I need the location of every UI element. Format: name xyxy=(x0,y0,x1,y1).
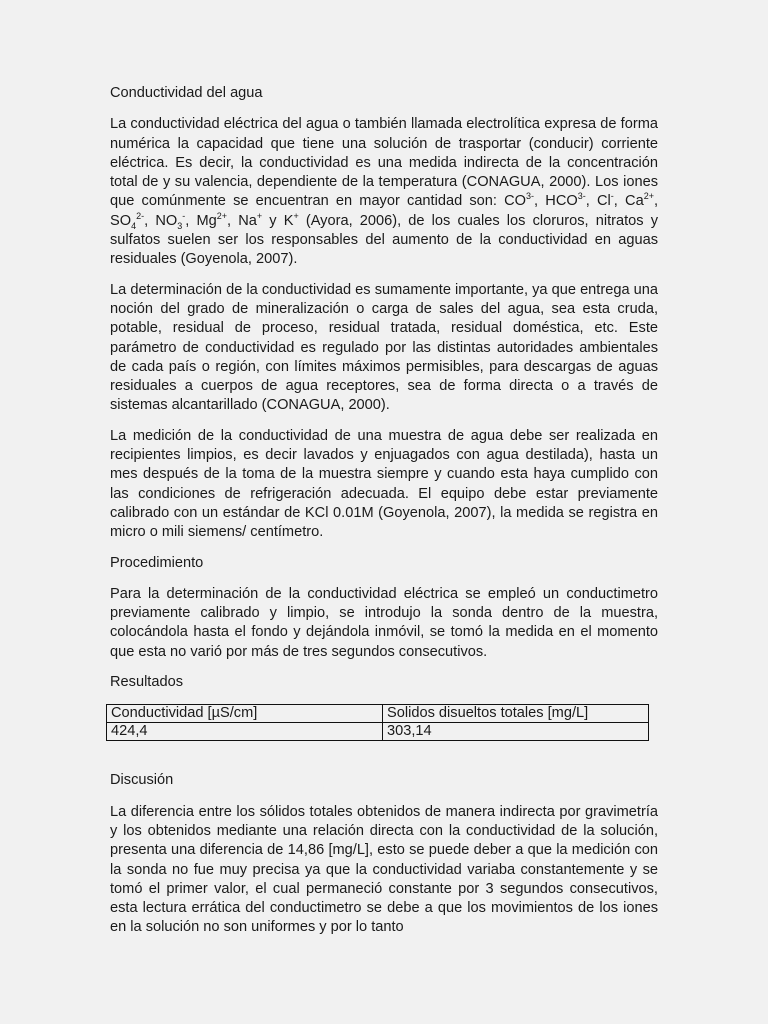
discussion-heading: Discusión xyxy=(110,772,174,789)
header-solidos: Solidos disueltos totales [mg/L] xyxy=(383,705,649,723)
paragraph-measurement: La medición de la conductividad de una muestra de agua debe ser realizada en recipientes limpios, es decir lavados y enjuagados con agua destilada), hasta un mes después de la toma de la muestra siempre y cuando esta haya cumplido con las condiciones de refrigeración adecuada. El equipo debe estar previamente calibrado con un estándar de KCl 0.01M (Goyenola, 2007), la medida se registra en micro o mili siemens/ centímetro. xyxy=(110,427,658,541)
results-table-header-row xyxy=(107,705,649,723)
ion-co3: $CO^{3-}$ xyxy=(504,191,535,210)
intro-paragraph: La conductividad eléctrica del agua o también llamada electrolítica expresa de forma numérica la capacidad que tiene una solución de trasportar (conducir) corriente eléctrica. Es decir, la conductividad es una medida indirecta de la concentración total de y su valencia, dependiente de la temperatura (CONAGUA, 2000). Los iones que comúnmente se encuentran en mayor cantidad son: $CO^{3-}$, $HCO^{3-}$, Cl-, $Ca^{2+}$, $SO_4^{2-}$, $NO_3^-$, $Mg^{2+}$, Na+ y K+ (Ayora, 2006), de los cuales los cloruros, nitratos y sulfatos suelen ser los responsables del aumento de la conductividad en aguas residuales (Goyenola, 2007). xyxy=(110,116,659,268)
results-heading: Resultados xyxy=(110,674,184,691)
intro-text-part1: La conductividad eléctrica del agua o también llamada electrolítica expresa de forma numérica la capacidad que tiene una solución de trasportar (conducir) corriente eléctrica. Es decir, la conductividad es una medida indirecta de la concentración total de y su valencia, dependiente de la temperatura (CONAGUA, 2000). Los iones que comúnmente se encuentran en mayor cantidad son: xyxy=(110,116,658,210)
ion-k: K+ xyxy=(283,210,299,229)
cell-solidos-value: 303,14 xyxy=(383,723,649,741)
procedure-heading: Procedimiento xyxy=(110,554,204,571)
ion-hco3: $HCO^{3-}$ xyxy=(545,191,586,210)
ion-na: Na+ xyxy=(238,210,263,229)
paragraph-importance: La determinación de la conductividad es sumamente importante, ya que entrega una noción del grado de mineralización o carga de sales del agua, sea esta cruda, potable, residual de proceso, residual tratada, residual doméstica, etc. Este parámetro de conductividad es regulado por las distintas autoridades ambientales de cada país o región, con límites máximos permisibles, para descargas de aguas residuales a cuerpos de agua receptores, sea de forma directa o a través de sistemas alcantarillado (CONAGUA, 2000). xyxy=(110,281,658,414)
discussion-paragraph: La diferencia entre los sólidos totales obtenidos de manera indirecta por gravimetría y los obtenidos mediante una relación directa con la conductividad de la solución, presenta una diferencia de 14,86 [mg/L], esto se puede deber a que la medición con la sonda no fue muy precisa ya que la conductividad variaba constantemente y se tomó el primer valor, el cual permaneció constante por 3 segundos consecutivos, esta lectura errática del conductimetro se debe a que los movimientos de los iones en la solución no son uniformes y por lo tanto xyxy=(110,803,658,936)
results-table-row xyxy=(107,723,649,741)
procedure-paragraph: Para la determinación de la conductividad eléctrica se empleó un conductimetro previamente calibrado y limpio, se introdujo la sonda dentro de la muestra, colocándola hasta el fondo y dejándola inmóvil, se tomó la medida en el momento que esta no varió por más de tres segundos consecutivos. xyxy=(110,585,658,660)
ion-no3: $NO_3^-$ xyxy=(155,210,186,231)
ion-cl: Cl- xyxy=(597,191,614,210)
ion-so4: $SO_4^{2-}$ xyxy=(110,210,145,231)
intro-text-part2: (Ayora, 2006), de los cuales los cloruros, nitratos y sulfatos suelen ser los responsables del aumento de la conductividad en aguas residuales (Goyenola, 2007). xyxy=(110,212,659,268)
ion-mg: $Mg^{2+}$ xyxy=(196,210,227,229)
document-body xyxy=(110,84,658,949)
header-conductividad: Conductividad [µS/cm] xyxy=(107,705,383,723)
document-title: Conductividad del agua xyxy=(110,85,263,101)
results-table xyxy=(106,704,649,741)
ion-ca: $Ca^{2+}$ xyxy=(625,191,654,210)
cell-conductividad-value: 424,4 xyxy=(107,723,383,741)
